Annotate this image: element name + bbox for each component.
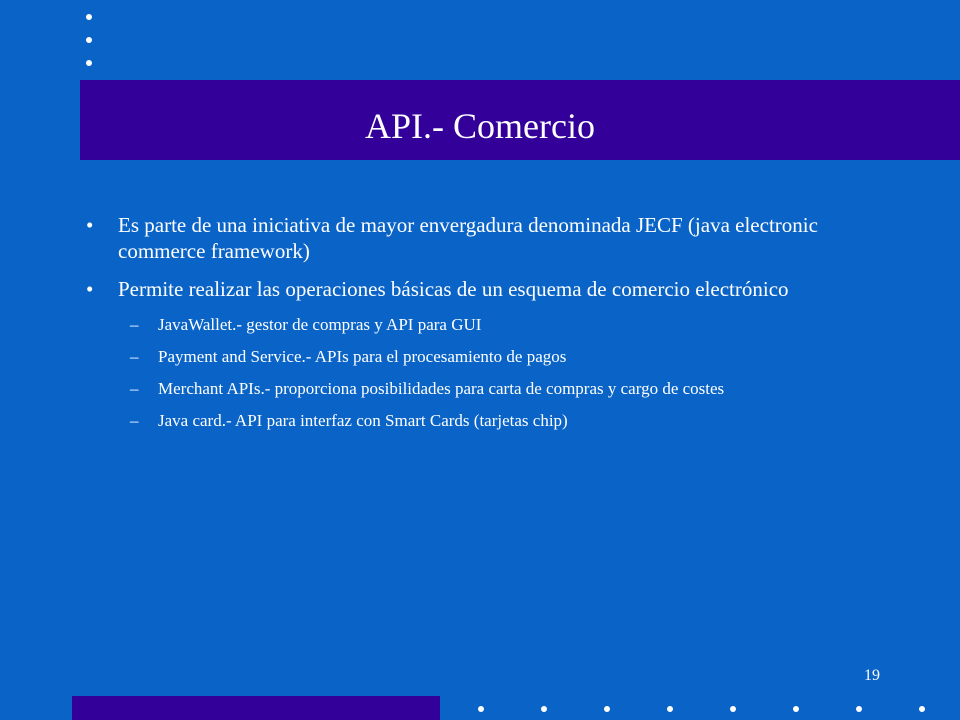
bullet-text: Permite realizar las operaciones básicas de un esquema de comercio electrónico <box>118 277 789 301</box>
decor-dot <box>541 706 547 712</box>
sub-bullet-marker: – <box>130 315 139 334</box>
sub-bullet-item <box>80 410 900 432</box>
sub-bullet-item <box>80 378 900 400</box>
decor-dot <box>86 37 92 43</box>
sub-bullet-text: Merchant APIs.- proporciona posibilidades para carta de compras y cargo de costes <box>158 379 725 398</box>
decor-dot <box>793 706 799 712</box>
footer-bar <box>72 696 440 720</box>
decor-dot <box>667 706 673 712</box>
sub-bullet-text: JavaWallet.- gestor de compras y API para GUI <box>158 315 482 334</box>
decor-dot <box>86 14 92 20</box>
bullet-text: Es parte de una iniciativa de mayor envergadura denominada JECF (java electronic commerce framework) <box>118 213 818 263</box>
sub-bullet-item <box>80 346 900 368</box>
bullet-item <box>80 212 900 264</box>
sub-bullet-marker: – <box>130 347 139 366</box>
sub-bullet-marker: – <box>130 411 139 430</box>
decor-dot <box>86 60 92 66</box>
decor-dot <box>919 706 925 712</box>
sub-bullet-text: Payment and Service.- APIs para el procesamiento de pagos <box>158 347 567 366</box>
decor-dot <box>478 706 484 712</box>
slide-title: API.- Comercio <box>365 106 595 146</box>
bullet-marker: • <box>86 277 94 301</box>
bullet-marker: • <box>86 213 94 237</box>
slide-content <box>80 212 900 442</box>
sub-bullet-text: Java card.- API para interfaz con Smart Cards (tarjetas chip) <box>158 411 568 430</box>
page-number: 19 <box>864 667 880 684</box>
sub-bullet-item <box>80 314 900 336</box>
decor-dot <box>604 706 610 712</box>
bullet-item <box>80 276 900 302</box>
decor-dot <box>856 706 862 712</box>
sub-bullet-marker: – <box>130 379 139 398</box>
decor-dot <box>730 706 736 712</box>
